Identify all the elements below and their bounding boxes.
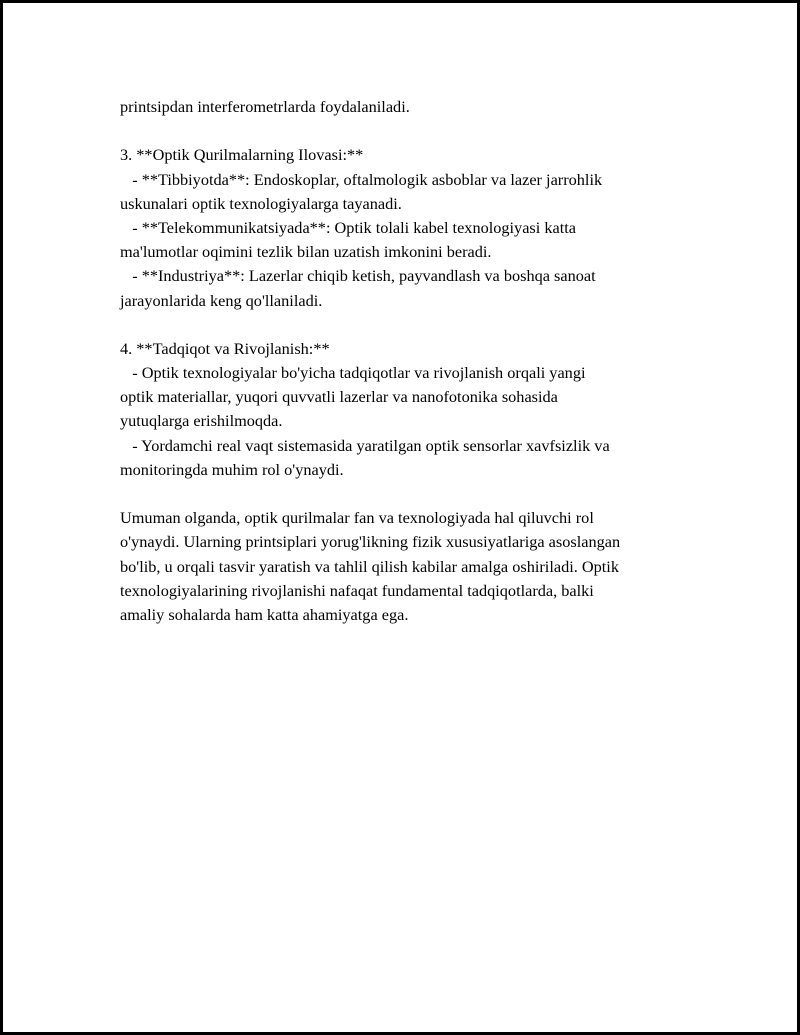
section-3-item-1-line-1: - **Tibbiyotda**: Endoskoplar, oftalmologik asboblar va lazer jarrohlik	[120, 169, 603, 189]
conclusion-line-2: o'ynaydi. Ularning printsiplari yorug'likning fizik xususiyatlariga asoslangan	[120, 532, 621, 552]
section-3-item-1-line-2: uskunalari optik texnologiyalarga tayanadi.	[120, 193, 402, 213]
section-3-item-2-line-2: ma'lumotlar oqimini tezlik bilan uzatish imkonini beradi.	[120, 242, 492, 262]
conclusion-line-5: amaliy sohalarda ham katta ahamiyatga ega.	[120, 604, 409, 624]
section-3-item-2-line-1: - **Telekommunikatsiyada**: Optik tolali kabel texnologiyasi katta	[120, 217, 576, 237]
section-3-heading: 3. **Optik Qurilmalarning Ilovasi:**	[120, 145, 364, 165]
conclusion-line-1: Umuman olganda, optik qurilmalar fan va texnologiyada hal qiluvchi rol	[120, 508, 594, 528]
paragraph-gap	[120, 313, 680, 337]
section-4-item-2-line-1: - Yordamchi real vaqt sistemasida yaratilgan optik sensorlar xavfsizlik va	[120, 435, 610, 455]
conclusion-line-4: texnologiyalarining rivojlanishi nafaqat fundamental tadqiqotlarda, balki	[120, 580, 594, 600]
document-body	[120, 95, 680, 627]
section-3-item-3-line-2: jarayonlarida keng qo'llaniladi.	[120, 290, 323, 310]
paragraph-gap	[120, 119, 680, 143]
section-4-item-1-line-2: optik materiallar, yuqori quvvatli lazerlar va nanofotonika sohasida	[120, 387, 558, 407]
conclusion-line-3: bo'lib, u orqali tasvir yaratish va tahlil qilish kabilar amalga oshiriladi. Optik	[120, 556, 619, 576]
section-4-item-1-line-3: yutuqlarga erishilmoqda.	[120, 411, 283, 431]
section-4-heading: 4. **Tadqiqot va Rivojlanish:**	[120, 338, 330, 358]
section-3-item-3-line-1: - **Industriya**: Lazerlar chiqib ketish, payvandlash va boshqa sanoat	[120, 266, 596, 286]
section-4-item-2-line-2: monitoringda muhim rol o'ynaydi.	[120, 459, 344, 479]
paragraph-gap	[120, 482, 680, 506]
section-4-item-1-line-1: - Optik texnologiyalar bo'yicha tadqiqotlar va rivojlanish orqali yangi	[120, 363, 586, 383]
intro-line: printsipdan interferometrlarda foydalaniladi.	[120, 97, 410, 116]
